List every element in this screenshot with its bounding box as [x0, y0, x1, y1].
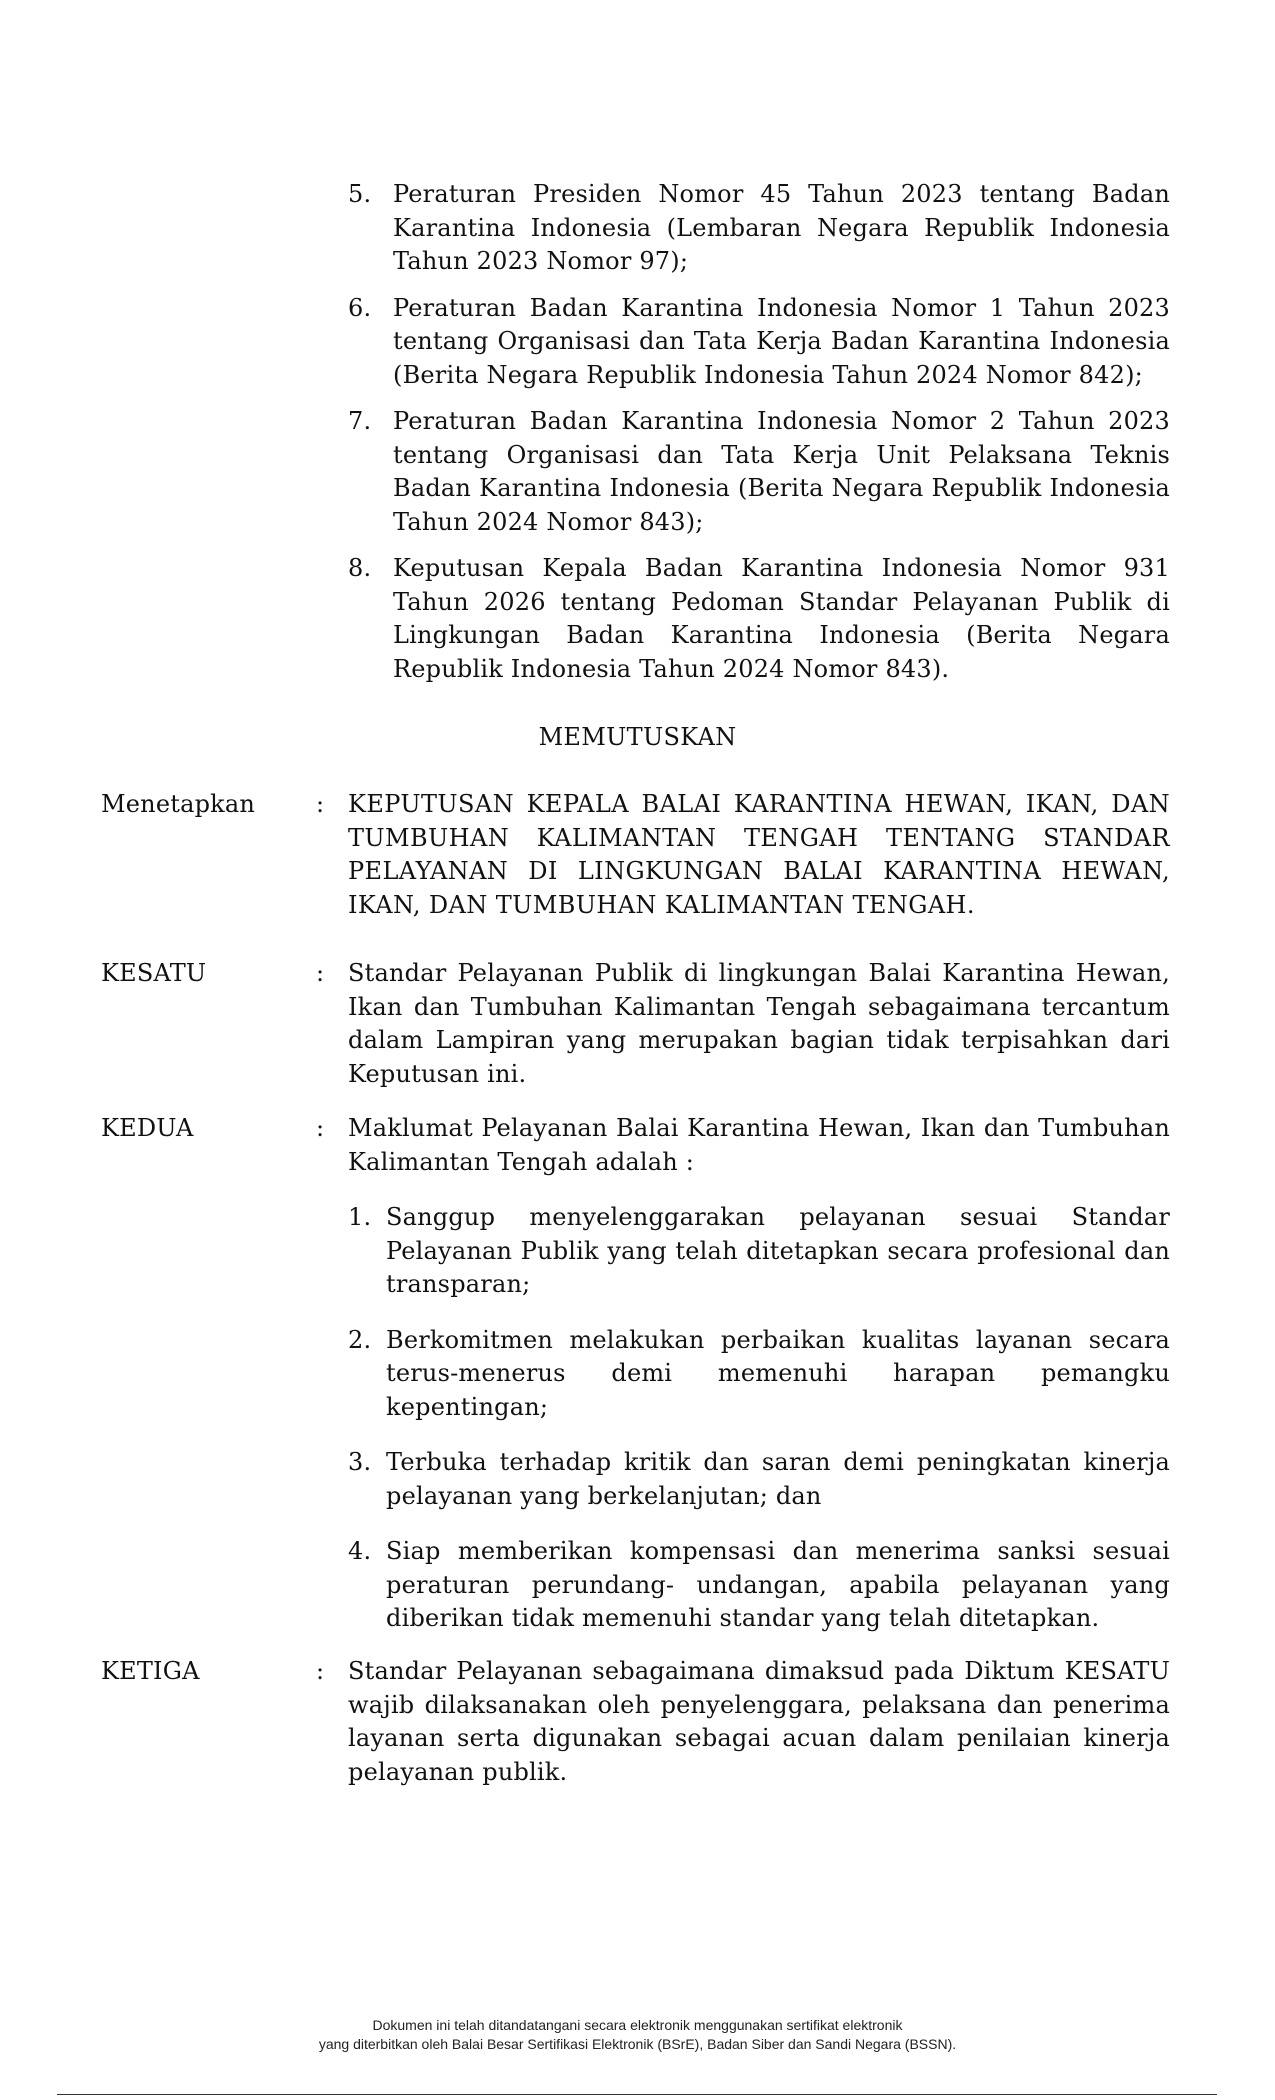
maklumat-list: [348, 1201, 1170, 1636]
clause-text: Standar Pelayanan Publik di lingkungan Balai Karantina Hewan, Ikan dan Tumbuhan Kalimantan Tengah sebagaimana tercantum dalam Lampiran yang merupakan bagian tidak terpisahkan dari Keputusan ini.: [348, 959, 1170, 1088]
item-number: 2.: [348, 1325, 372, 1354]
clause-text: KEPUTUSAN KEPALA BALAI KARANTINA HEWAN, IKAN, DAN TUMBUHAN KALIMANTAN TENGAH TENTANG STANDAR PELAYANAN DI LINGKUNGAN BALAI KARANTINA HEWAN, IKAN, DAN TUMBUHAN KALIMANTAN TENGAH.: [348, 790, 1170, 919]
considerations-list: [348, 178, 1170, 699]
list-item: [348, 1324, 1170, 1425]
clause-colon: :: [316, 1657, 325, 1685]
item-text: Peraturan Badan Karantina Indonesia Nomor 1 Tahun 2023 tentang Organisasi dan Tata Kerja Badan Karantina Indonesia (Berita Negara Republik Indonesia Tahun 2024 Nomor 842);: [393, 293, 1170, 389]
list-item: [348, 178, 1170, 279]
decision-heading: MEMUTUSKAN: [538, 723, 737, 751]
item-text: Peraturan Presiden Nomor 45 Tahun 2023 tentang Badan Karantina Indonesia (Lembaran Negara Republik Indonesia Tahun 2023 Nomor 97);: [393, 180, 1170, 275]
item-number: 1.: [348, 1203, 372, 1231]
clause-colon: :: [316, 1114, 325, 1142]
item-text: Terbuka terhadap kritik dan saran demi peningkatan kinerja pelayanan yang berkelanjutan; dan: [386, 1448, 1170, 1510]
item-number: 8.: [348, 554, 372, 582]
item-number: 5.: [348, 180, 372, 208]
list-item: [348, 1201, 1170, 1302]
item-text: Berkomitmen melakukan perbaikan kualitas layanan secara terus-menerus demi memenuhi harapan pemangku kepentingan;: [386, 1325, 1170, 1421]
footer-line-2: yang diterbitkan oleh Balai Besar Sertifikasi Elektronik (BSrE), Badan Siber dan Sandi Negara (BSSN).: [318, 2036, 957, 2052]
footer-divider: [57, 2094, 1217, 2095]
clause-label: KETIGA: [101, 1657, 200, 1685]
footer-line-1: Dokumen ini telah ditandatangani secara elektronik menggunakan sertifikat elektronik: [372, 2017, 903, 2033]
item-number: 7.: [348, 407, 372, 435]
list-item: [348, 1446, 1170, 1513]
clause-text: Standar Pelayanan sebagaimana dimaksud pada Diktum KESATU wajib dilaksanakan oleh penyelenggara, pelaksana dan penerima layanan serta digunakan sebagai acuan dalam penilaian kinerja pelayanan publik.: [348, 1657, 1170, 1786]
item-number: 3.: [348, 1448, 372, 1476]
item-text: Sanggup menyelenggarakan pelayanan sesuai Standar Pelayanan Publik yang telah ditetapkan secara profesional dan transparan;: [386, 1203, 1170, 1298]
clause-label: Menetapkan: [101, 790, 256, 818]
item-text: Keputusan Kepala Badan Karantina Indonesia Nomor 931 Tahun 2026 tentang Pedoman Standar Pelayanan Publik di Lingkungan Badan Karantina Indonesia (Berita Negara Republik Indonesia Tahun 2024 Nomor 843).: [393, 554, 1170, 683]
item-number: 6.: [348, 293, 372, 322]
clause-colon: :: [316, 959, 325, 987]
clause-intro: Maklumat Pelayanan Balai Karantina Hewan, Ikan dan Tumbuhan Kalimantan Tengah adalah :: [348, 1114, 1170, 1176]
e-signature-notice: [0, 2016, 1275, 2054]
item-number: 4.: [348, 1537, 372, 1565]
list-item: [348, 1535, 1170, 1636]
list-item: [348, 552, 1170, 686]
list-item: [348, 292, 1170, 393]
clause-label: KEDUA: [101, 1114, 194, 1142]
item-text: Siap memberikan kompensasi dan menerima sanksi sesuai peraturan perundang- undangan, apabila pelayanan yang diberikan tidak memenuhi standar yang telah ditetapkan.: [386, 1537, 1170, 1632]
item-text: Peraturan Badan Karantina Indonesia Nomor 2 Tahun 2023 tentang Organisasi dan Tata Kerja Unit Pelaksana Teknis Badan Karantina Indonesia (Berita Negara Republik Indonesia Tahun 2024 Nomor 843);: [393, 407, 1170, 536]
clause-body: [348, 1112, 1170, 1658]
clause-colon: :: [316, 790, 325, 818]
clause-label: KESATU: [101, 959, 207, 987]
list-item: [348, 405, 1170, 539]
